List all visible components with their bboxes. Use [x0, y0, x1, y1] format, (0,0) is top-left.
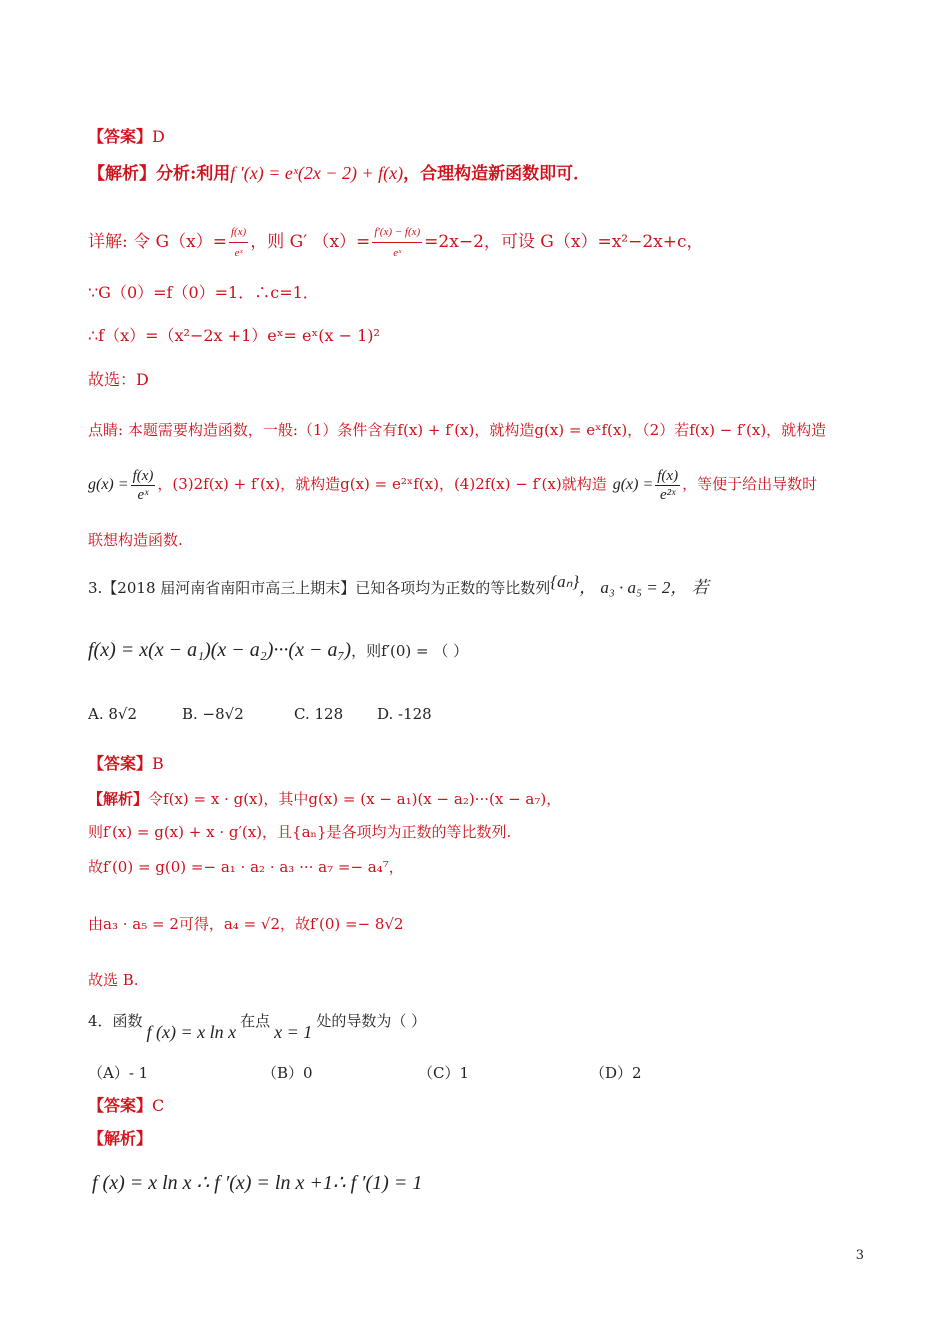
q4-option-a: （A）- 1: [88, 1064, 149, 1082]
answer-value: D: [152, 127, 165, 146]
analysis-label: 【解析】: [88, 790, 149, 808]
detail-intro: 详解: 令 G（x）=: [88, 232, 227, 252]
answer-label: 【答案】: [88, 754, 153, 773]
note-g-right: g(x) =: [612, 476, 654, 493]
note-fraction-b: $\frac{f(x)}{\text{e²ˣ}}$: [657, 467, 679, 503]
q2-detail: [88, 222, 704, 263]
q4-option-b: （B）0: [262, 1064, 313, 1082]
q4-answer: [88, 1096, 164, 1116]
page-number: 3: [855, 1248, 864, 1263]
q2-note-line1: 点睛: 本题需要构造函数，一般:（1）条件含有f(x) + f′(x)，就构造g(x) = eˣf(x)，（2）若f(x) − f′(x)，就构造: [88, 421, 827, 439]
q3-option-d: D. -128: [377, 705, 432, 723]
q4-stem: 4．函数f (x) = x ln x在点x = 1处的导数为（ ）: [88, 1012, 427, 1042]
q2-note-line3: 联想构造函数.: [88, 531, 183, 549]
answer-label: 【答案】: [88, 1096, 153, 1115]
analysis-text: 分析:利用: [156, 164, 231, 184]
q3-analysis-2: 则f′(x) = g(x) + x · g′(x)，且{aₙ}是各项均为正数的等比数列.: [88, 823, 512, 841]
q3-function-line: [88, 640, 468, 661]
q2-answer: [88, 127, 165, 147]
answer-label: 【答案】: [88, 127, 153, 146]
note-fraction-a: $\frac{f(x)}{\text{eˣ}}$: [132, 467, 154, 503]
q2-line-g0: ∵G（0）=f（0）=1．∴c=1．: [88, 283, 319, 302]
q3-option-a: A. 8√2: [88, 705, 138, 723]
q3-analysis-4: 由a₃ · a₅ = 2可得，a₄ = √2，故f′(0) =− 8√2: [88, 915, 404, 933]
q4-solution: f (x) = x ln x ∴ f ′(x) = ln x +1∴ f ′(1) = 1: [92, 1172, 423, 1194]
answer-value: B: [152, 754, 164, 773]
q3-analysis-3: 故f′(0) = g(0) =− a₁ · a₂ · a₃ ··· a₇ =− a₄⁷，: [88, 858, 404, 876]
q4-option-c: （C）1: [418, 1064, 470, 1082]
q3-ask: ，则f′(0) = （ ）: [351, 642, 469, 660]
q3-function: f(x) = x(x − a₁)(x − a₂)···(x − a₇): [88, 639, 352, 661]
q4-function: f (x) = x ln x: [146, 1022, 237, 1042]
q4-analysis-label: 【解析】: [88, 1129, 153, 1148]
q2-line-f: ∴f（x）=（x²−2x +1）eˣ= eˣ(x − 1)²: [88, 326, 380, 345]
q2-analysis: [88, 163, 590, 184]
q3-answer: [88, 754, 164, 774]
answer-value: C: [152, 1096, 165, 1115]
q3-analysis-1: 【解析】令f(x) = x · g(x)，其中g(x) = (x − a₁)(x − a₂)···(x − a₇)，: [88, 790, 562, 808]
detail-mid: ，则 G′ （x）=: [250, 232, 371, 252]
note-line2-mid: ，(3)2f(x) + f′(x)，就构造g(x) = e²ˣf(x)，(4)2f(x) − f′(x)就构造: [157, 475, 607, 493]
q4-option-d: （D）2: [590, 1064, 642, 1082]
q2-note-line2: [88, 464, 817, 505]
q3-option-c: C. 128: [294, 705, 344, 723]
analysis-formula: f ′(x) = eˣ(2x − 2) + f(x): [230, 163, 404, 183]
q2-choose: 故选：D: [88, 370, 149, 389]
q3-condition: ， a₃ · a₅ = 2， 若: [579, 578, 709, 597]
detail-fraction-1: $\frac{f(x)}{\text{eˣ}}$: [229, 222, 248, 263]
analysis-tail: ，合理构造新函数即可．: [403, 164, 591, 184]
note-line2-tail: ，等便于给出导数时: [682, 475, 818, 493]
q3-choose: 故选 B.: [88, 971, 139, 989]
q3-option-b: B. −8√2: [182, 705, 244, 723]
detail-fraction-2: $\frac{f'(x) - f(x)}{\text{eˣ}}$: [372, 222, 422, 263]
q3-stem: 3.【2018 届河南省南阳市高三上期末】已知各项均为正数的等比数列{aₙ}， a₃ · a₅ = 2， 若: [88, 572, 709, 597]
q3-sequence: {aₙ}: [550, 572, 580, 591]
analysis-label: 【解析】: [88, 164, 156, 184]
detail-tail: =2x−2，可设 G（x）=x²−2x+c，: [424, 232, 704, 252]
note-g-left: g(x) =: [88, 476, 129, 493]
q4-point: x = 1: [274, 1022, 313, 1042]
